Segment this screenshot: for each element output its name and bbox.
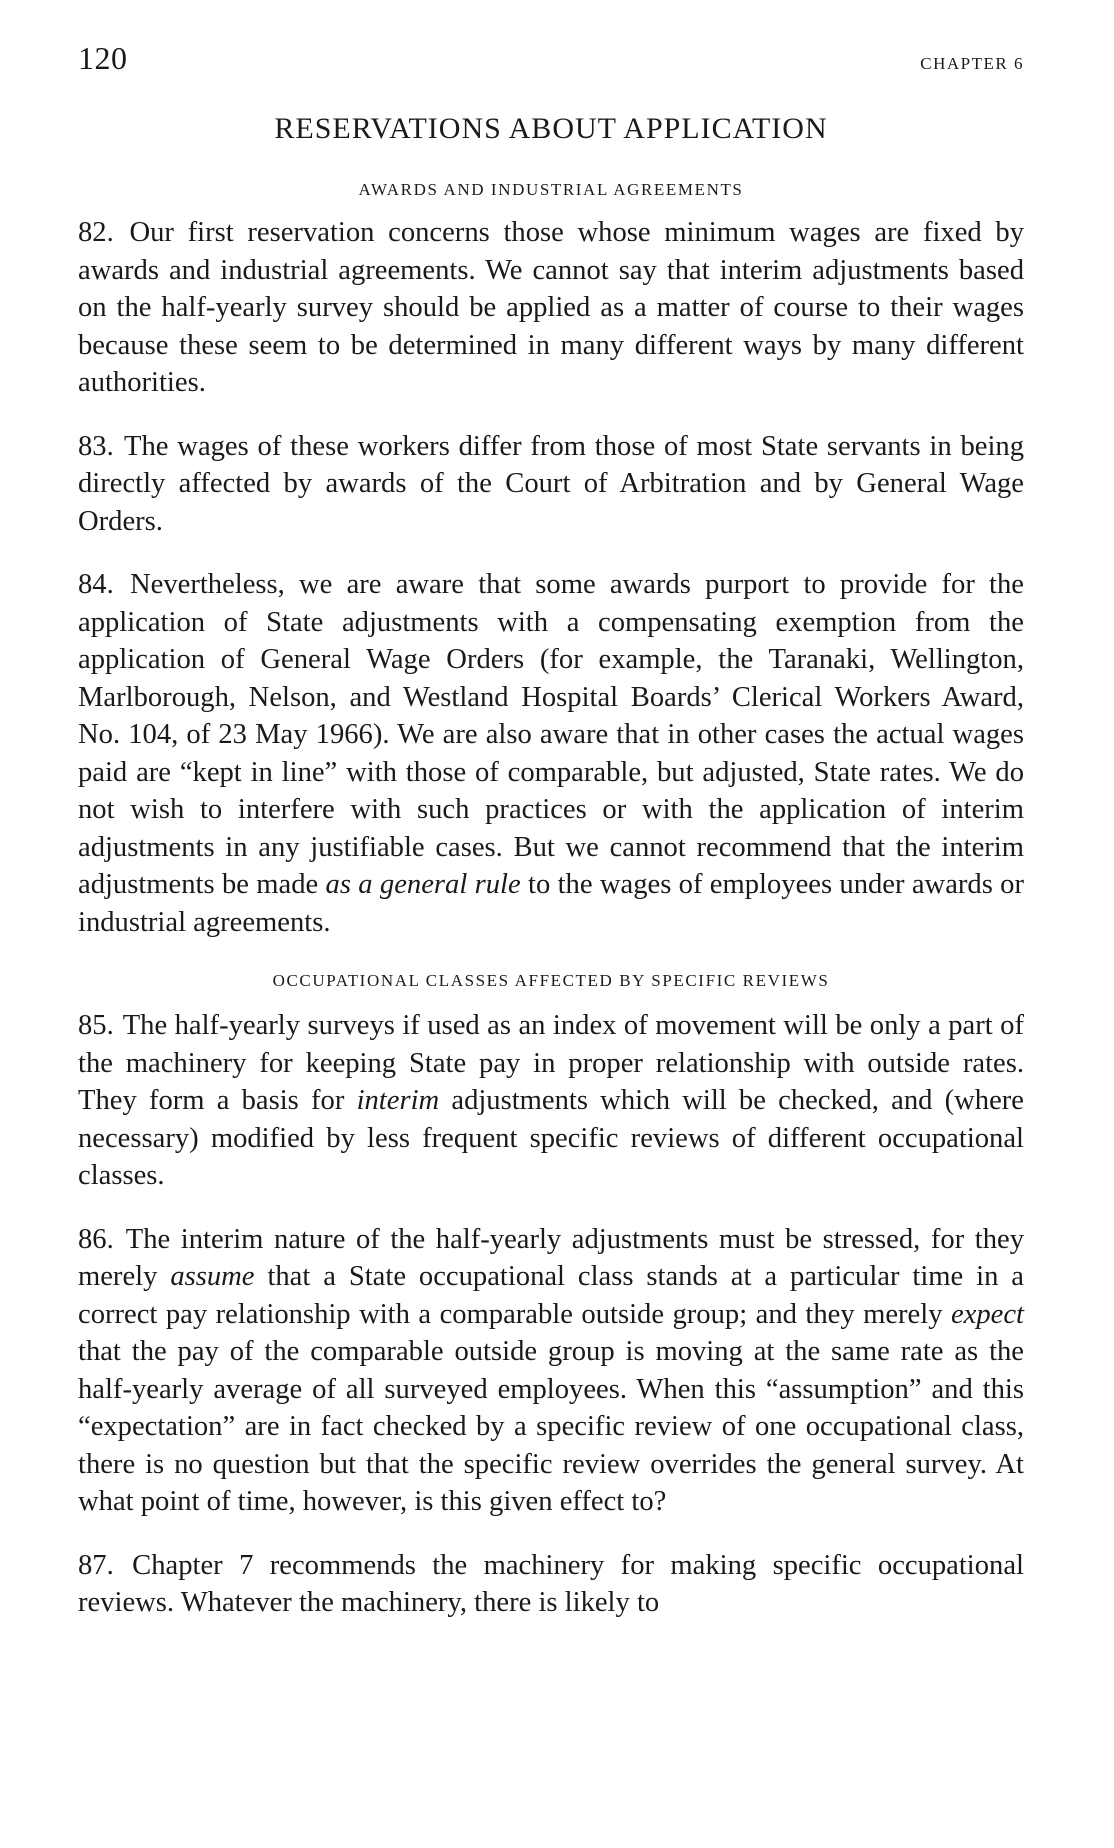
paragraph-text: that the pay of the comparable outside group is moving at the same rate as the half-yearly average of all surveyed employees. When this “assumption” and this “expectation” are in fact checked by a specific review of one occupational class, there is no question but that the specific review overrides the general survey. At what point of time, however, is this given effect to? — [78, 1336, 1024, 1517]
document-page — [78, 40, 1024, 1648]
chapter-label: CHAPTER 6 — [920, 54, 1024, 73]
paragraph-text: that a State occupational class stands at a particular time in a correct pay relationship with a comparable outside group; and they merely — [78, 1261, 1024, 1330]
paragraph-text: to the wages of employees under awards or industrial agreements. — [78, 869, 1024, 938]
running-header — [78, 40, 1024, 90]
paragraph-number: 85. — [78, 1010, 114, 1041]
paragraph-text: Our first reservation concerns those whose minimum wages are fixed by awards and industrial agreements. We cannot say that interim adjustments based on the half-yearly survey should be applied as a matter of course to their wages because these seem to be determined in many different ways by many different authorities. — [78, 217, 1025, 398]
paragraph-text: Nevertheless, we are aware that some awards purport to provide for the application of State adjustments with a compensating exemption from the application of General Wage Orders (for example, the Taranaki, Wellington, Marlborough, Nelson, and Westland Hospital Boards’ Clerical Workers Award, No. 104, of 23 May 1966). We are also aware that in other cases the actual wages paid are “kept in line” with those of comparable, but adjusted, State rates. We do not wish to interfere with such practices or with the application of interim adjustments in any justifiable cases. But we cannot recommend that the interim adjustments be made — [78, 569, 1024, 900]
subsection-heading-awards: AWARDS AND INDUSTRIAL AGREEMENTS — [358, 180, 744, 199]
emphasis-text: interim — [356, 1085, 440, 1116]
page-number: 120 — [78, 40, 128, 76]
emphasis-text: as a general rule — [325, 869, 521, 900]
paragraph-number: 87. — [78, 1549, 114, 1581]
section-title: RESERVATIONS ABOUT APPLICATION — [274, 112, 828, 145]
paragraph-text: The interim nature of the half-yearly adjustments must be stressed, for they merely — [78, 1223, 1024, 1292]
paragraph-86 — [78, 1221, 1024, 1521]
paragraph-84 — [78, 566, 1024, 941]
paragraph-text: The half-yearly surveys if used as an index of movement will be only a part of the machinery for keeping State pay in proper relationship with outside rates. They form a basis for — [78, 1010, 1024, 1116]
paragraph-number: 86. — [78, 1223, 114, 1255]
subsection-heading-occupational: OCCUPATIONAL CLASSES AFFECTED BY SPECIFIC REVIEWS — [272, 971, 830, 990]
paragraph-text: Chapter 7 recommends the machinery for making specific occupational reviews. Whatever the machinery, there is likely to — [78, 1549, 1024, 1618]
emphasis-text: expect — [950, 1298, 1024, 1330]
paragraph-number: 84. — [78, 569, 114, 600]
paragraph-87 — [78, 1547, 1024, 1622]
paragraph-85 — [78, 1007, 1024, 1195]
paragraph-82 — [78, 214, 1024, 402]
paragraph-number: 83. — [78, 430, 114, 462]
emphasis-text: assume — [170, 1261, 255, 1292]
paragraph-number: 82. — [78, 217, 114, 248]
paragraph-text: The wages of these workers differ from those of most State servants in being directly affected by awards of the Court of Arbitration and by General Wage Orders. — [78, 430, 1024, 537]
paragraph-text: adjustments which will be checked, and (where necessary) modified by less frequent specific reviews of different occupational classes. — [78, 1085, 1024, 1191]
paragraph-83 — [78, 428, 1024, 541]
